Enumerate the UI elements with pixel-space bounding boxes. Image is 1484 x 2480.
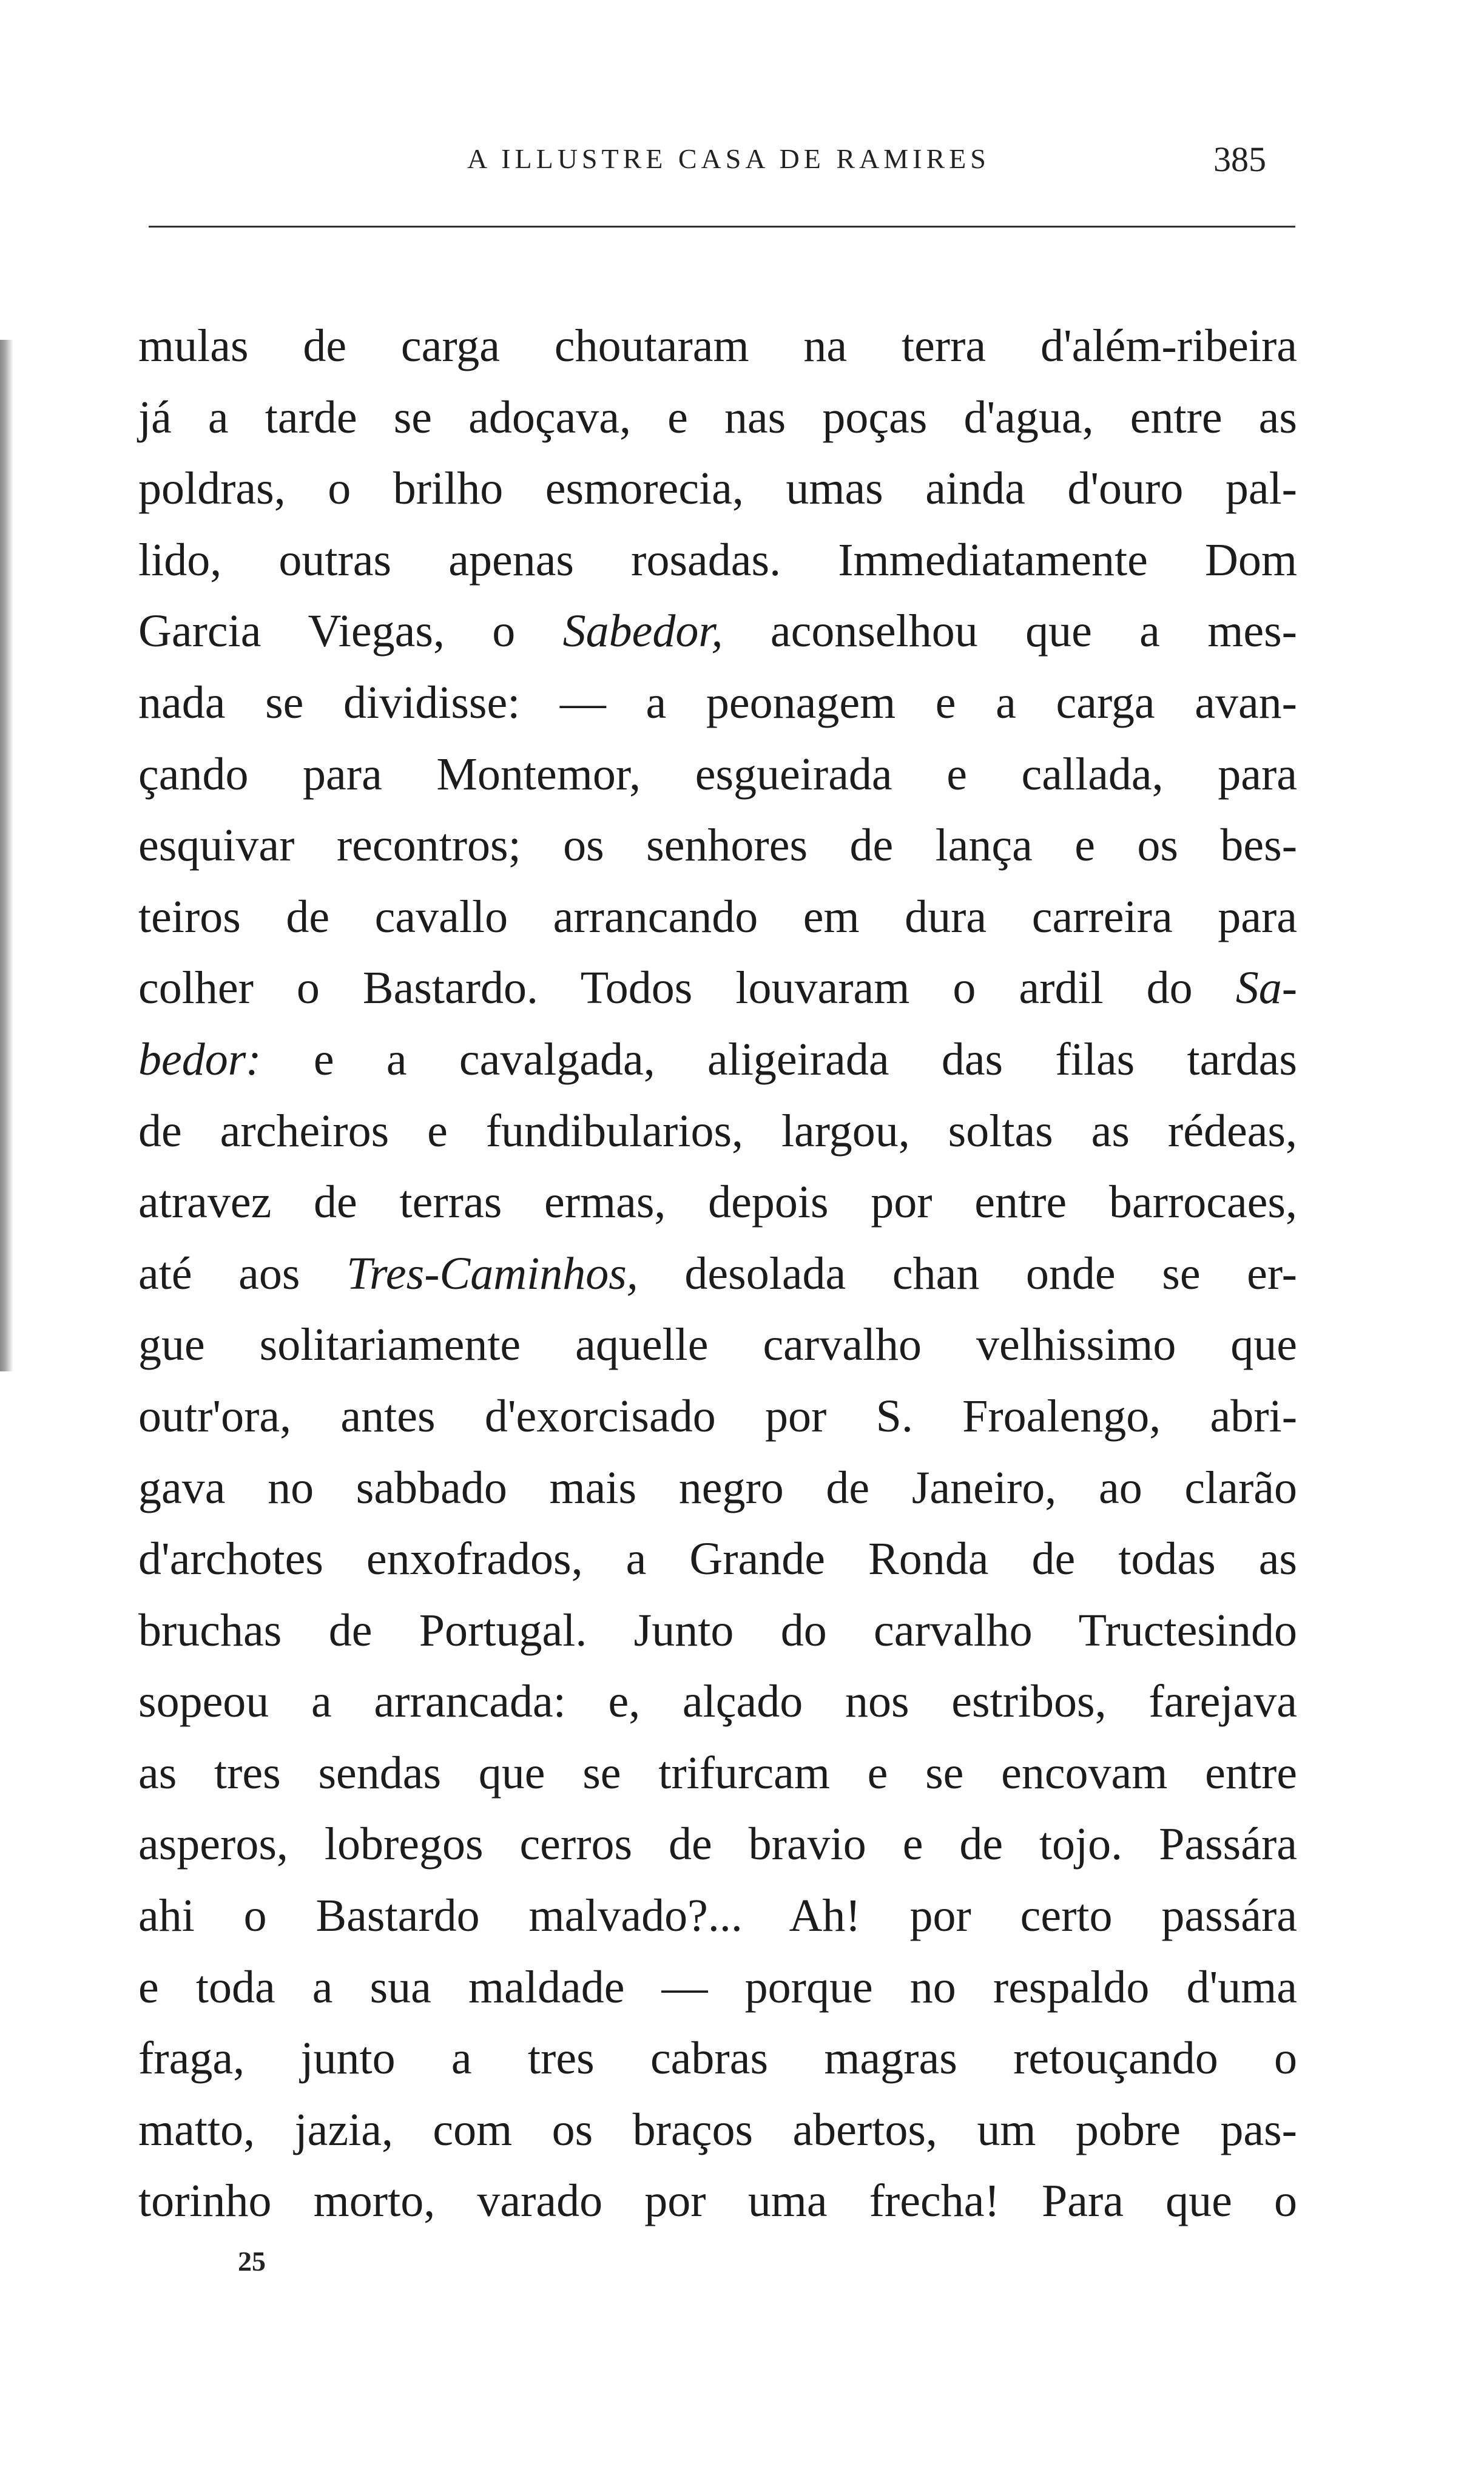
text-line (138, 1309, 1297, 1381)
text-line (138, 2166, 1297, 2237)
text-line (138, 382, 1297, 454)
text-segment: outr'ora, antes d'exorcisado por S. Froalengo, abri- (138, 1390, 1297, 1442)
text-segment: çando para Montemor, esgueirada e callada, para (138, 748, 1297, 800)
text-line (138, 667, 1297, 739)
text-line (138, 1880, 1297, 1952)
binding-edge-shadow (0, 340, 13, 1371)
text-line (138, 1666, 1297, 1738)
text-segment: poldras, o brilho esmorecia, umas ainda d'ouro pal- (138, 463, 1297, 515)
text-segment: esquivar recontros; os senhores de lança e os bes- (138, 820, 1297, 871)
text-segment: ahi o Bastardo malvado?... Ah! por certo passára (138, 1890, 1297, 1942)
italic-text: Tres-Caminhos, (346, 1248, 638, 1299)
text-line (138, 1952, 1297, 2024)
text-line (138, 1167, 1297, 1238)
italic-text: Sa- (1235, 962, 1297, 1014)
italic-text: bedor: (138, 1033, 261, 1085)
text-segment: d'archotes enxofrados, a Grande Ronda de todas as (138, 1533, 1297, 1585)
text-line (138, 1524, 1297, 1595)
text-segment: atravez de terras ermas, depois por entre barrocaes, (138, 1177, 1297, 1228)
text-line (138, 1096, 1297, 1167)
signature-mark: 25 (238, 2246, 266, 2277)
text-segment: torinho morto, varado por uma frecha! Para que o (138, 2175, 1297, 2227)
text-line (138, 953, 1297, 1024)
text-segment: e a cavalgada, aligeirada das filas tardas (261, 1033, 1297, 1085)
text-line (138, 453, 1297, 525)
text-line (138, 2095, 1297, 2166)
text-line (138, 596, 1297, 667)
header-rule (149, 226, 1295, 228)
text-segment: desolada chan onde se er- (638, 1248, 1297, 1299)
text-line (138, 1809, 1297, 1880)
running-title: A ILLUSTRE CASA DE RAMIRES (467, 143, 990, 174)
text-line (138, 1595, 1297, 1667)
text-line (138, 1238, 1297, 1310)
text-segment: gava no sabbado mais negro de Janeiro, ao clarão (138, 1462, 1297, 1513)
text-segment: teiros de cavallo arrancando em dura carreira para (138, 891, 1297, 942)
text-segment: fraga, junto a tres cabras magras retouçando o (138, 2033, 1297, 2084)
text-segment: mulas de carga choutaram na terra d'além-ribeira (138, 320, 1297, 371)
text-line (138, 1738, 1297, 1809)
text-segment: colher o Bastardo. Todos louvaram o ardil do (138, 962, 1236, 1014)
text-line (138, 2023, 1297, 2095)
text-line (138, 882, 1297, 953)
text-segment: lido, outras apenas rosadas. Immediatamente Dom (138, 534, 1297, 586)
text-segment: nada se dividisse: — a peonagem e a carga avan- (138, 677, 1297, 728)
text-line (138, 810, 1297, 882)
text-segment: bruchas de Portugal. Junto do carvalho Tructesindo (138, 1604, 1297, 1656)
body-text (138, 311, 1297, 2237)
text-segment: as tres sendas que se trifurcam e se encovam entre (138, 1747, 1297, 1799)
page-header (0, 137, 1484, 185)
text-segment: e toda a sua maldade — porque no respaldo d'uma (138, 1961, 1297, 2013)
page-number: 385 (1213, 140, 1266, 179)
text-line (138, 1381, 1297, 1453)
text-segment: asperos, lobregos cerros de bravio e de tojo. Passára (138, 1819, 1297, 1870)
text-segment: aconselhou que a mes- (723, 606, 1297, 657)
text-segment: já a tarde se adoçava, e nas poças d'agua, entre as (138, 391, 1297, 443)
text-segment: Garcia Viegas, o (138, 606, 563, 657)
text-segment: até aos (138, 1248, 347, 1299)
text-line (138, 311, 1297, 382)
text-segment: de archeiros e fundibularios, largou, soltas as rédeas, (138, 1105, 1297, 1157)
italic-text: Sabedor, (562, 606, 723, 657)
text-line (138, 1453, 1297, 1524)
text-line (138, 739, 1297, 811)
text-line (138, 525, 1297, 596)
text-segment: sopeou a arrancada: e, alçado nos estribos, farejava (138, 1676, 1297, 1728)
text-segment: matto, jazia, com os braços abertos, um pobre pas- (138, 2104, 1297, 2155)
text-segment: gue solitariamente aquelle carvalho velhissimo que (138, 1319, 1297, 1371)
text-line (138, 1024, 1297, 1096)
